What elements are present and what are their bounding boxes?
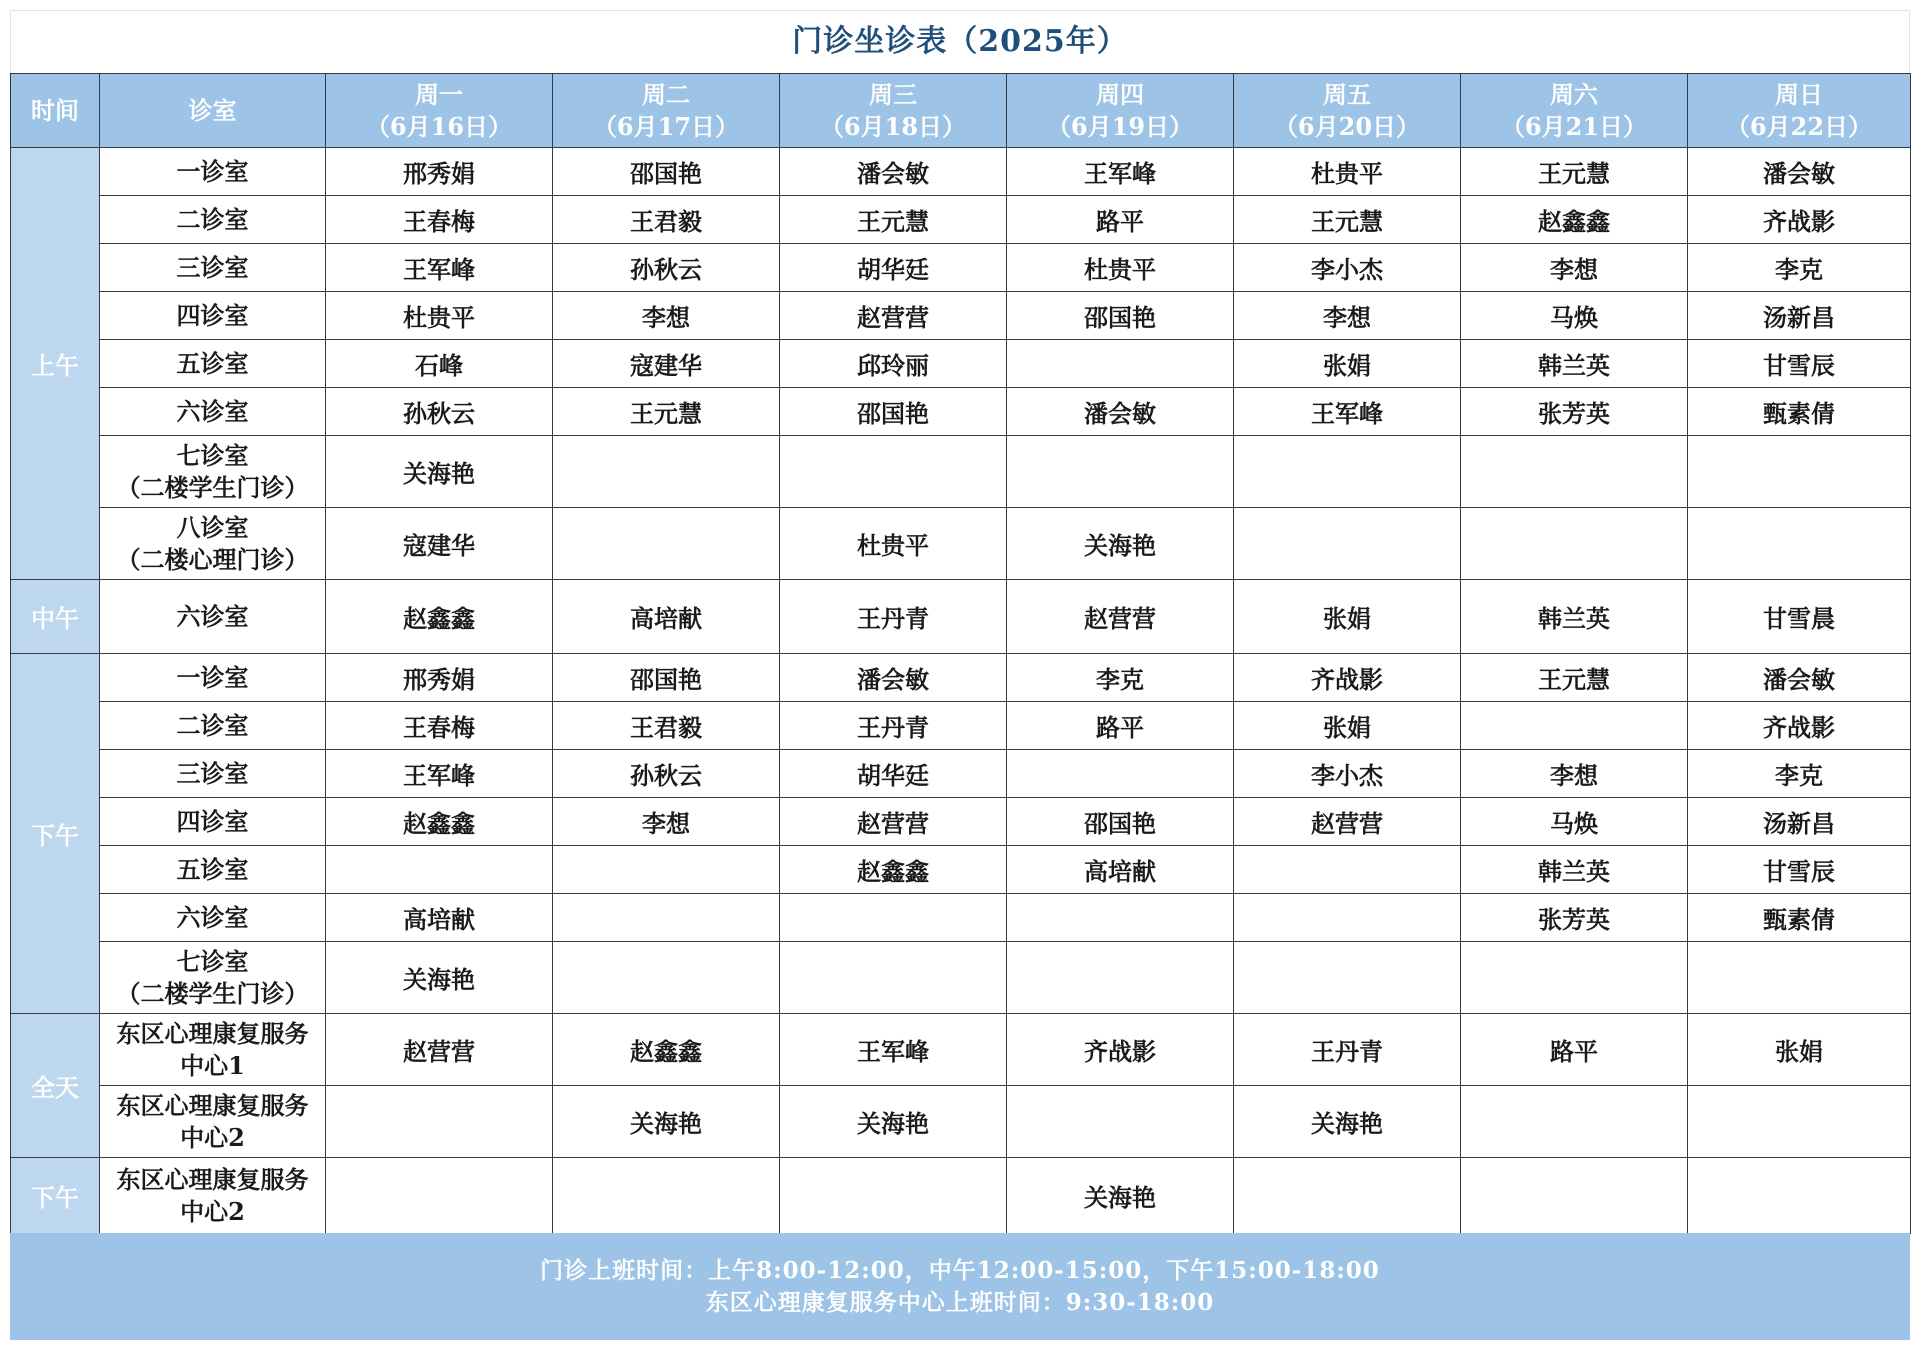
doctor-cell: 甘雪辰 [1688, 340, 1911, 388]
doctor-cell [553, 436, 780, 508]
room-name: 六诊室 [176, 902, 249, 932]
doctor-cell: 关海艳 [1234, 1086, 1461, 1158]
doctor-cell: 李想 [1461, 750, 1688, 798]
doctor-cell: 邢秀娟 [326, 148, 553, 196]
doctor-cell: 邵国艳 [780, 388, 1007, 436]
doctor-cell: 齐战影 [1234, 654, 1461, 702]
doctor-cell [1007, 894, 1234, 942]
doctor-cell: 王君毅 [553, 702, 780, 750]
room-name: 一诊室 [176, 156, 249, 186]
doctor-cell: 张娟 [1234, 702, 1461, 750]
day-date: （6月21日） [1500, 111, 1648, 141]
room-cell [100, 340, 326, 388]
table-row [11, 148, 1911, 196]
room-cell [100, 148, 326, 196]
doctor-cell [1461, 1158, 1688, 1234]
doctor-cell: 王春梅 [326, 702, 553, 750]
day-name: 周六 [1550, 79, 1598, 109]
day-date: （6月22日） [1725, 111, 1873, 141]
doctor-cell: 赵鑫鑫 [553, 1014, 780, 1086]
room-name: 七诊室 [176, 946, 249, 976]
doctor-cell: 高培献 [1007, 846, 1234, 894]
doctor-cell: 邵国艳 [553, 654, 780, 702]
doctor-cell: 赵鑫鑫 [326, 580, 553, 654]
doctor-cell: 马焕 [1461, 798, 1688, 846]
doctor-cell: 邵国艳 [553, 148, 780, 196]
doctor-cell: 赵营营 [780, 798, 1007, 846]
room-cell [100, 436, 326, 508]
doctor-cell: 王丹青 [1234, 1014, 1461, 1086]
doctor-cell: 赵营营 [1007, 580, 1234, 654]
doctor-cell: 杜贵平 [780, 508, 1007, 580]
doctor-cell [553, 942, 780, 1014]
room-note: （二楼学生门诊） [116, 472, 309, 502]
room-name: 八诊室 [176, 512, 249, 542]
doctor-cell [1461, 436, 1688, 508]
doctor-cell: 赵鑫鑫 [780, 846, 1007, 894]
doctor-cell: 齐战影 [1007, 1014, 1234, 1086]
doctor-cell [780, 894, 1007, 942]
doctor-cell: 关海艳 [780, 1086, 1007, 1158]
table-row [11, 702, 1911, 750]
room-name: 东区心理康复服务 [116, 1090, 309, 1120]
doctor-cell: 王军峰 [780, 1014, 1007, 1086]
room-name: 三诊室 [176, 252, 249, 282]
doctor-cell: 齐战影 [1688, 702, 1911, 750]
doctor-cell: 张娟 [1234, 580, 1461, 654]
doctor-cell: 杜贵平 [326, 292, 553, 340]
doctor-cell: 王丹青 [780, 702, 1007, 750]
doctor-cell: 邵国艳 [1007, 292, 1234, 340]
period-label: 中午 [11, 580, 100, 654]
doctor-cell: 孙秋云 [553, 244, 780, 292]
room-name: 七诊室 [176, 440, 249, 470]
doctor-cell: 韩兰英 [1461, 846, 1688, 894]
table-row [11, 508, 1911, 580]
doctor-cell: 李小杰 [1234, 244, 1461, 292]
room-note: （二楼心理门诊） [116, 544, 309, 574]
doctor-cell: 杜贵平 [1007, 244, 1234, 292]
doctor-cell [780, 436, 1007, 508]
doctor-cell [1688, 1086, 1911, 1158]
doctor-cell [1688, 436, 1911, 508]
day-date: （6月16日） [365, 111, 513, 141]
room-cell [100, 244, 326, 292]
footer-clinic-hours: 门诊上班时间：上午8:00-12:00，中午12:00-15:00，下午15:00-18:00 [540, 1256, 1380, 1284]
room-name: 四诊室 [176, 806, 249, 836]
doctor-cell: 关海艳 [1007, 508, 1234, 580]
doctor-cell [1234, 942, 1461, 1014]
header-row [11, 74, 1911, 148]
doctor-cell [780, 942, 1007, 1014]
doctor-cell: 赵鑫鑫 [326, 798, 553, 846]
doctor-cell: 王军峰 [1007, 148, 1234, 196]
header-day-mon [326, 74, 553, 148]
period-label: 上午 [11, 148, 100, 580]
doctor-cell: 李想 [553, 798, 780, 846]
doctor-cell [326, 846, 553, 894]
room-cell [100, 798, 326, 846]
doctor-cell [1461, 508, 1688, 580]
table-row [11, 388, 1911, 436]
room-cell [100, 750, 326, 798]
doctor-cell: 甄素倩 [1688, 388, 1911, 436]
period-label: 全天 [11, 1014, 100, 1158]
doctor-cell: 孙秋云 [326, 388, 553, 436]
room-cell [100, 1086, 326, 1158]
doctor-cell: 赵鑫鑫 [1461, 196, 1688, 244]
doctor-cell [1688, 942, 1911, 1014]
doctor-cell: 李克 [1688, 750, 1911, 798]
day-date: （6月17日） [592, 111, 740, 141]
day-date: （6月20日） [1273, 111, 1421, 141]
schedule-sheet [10, 10, 1910, 1340]
doctor-cell [780, 1158, 1007, 1234]
page-title: 门诊坐诊表（2025年） [10, 10, 1910, 73]
day-name: 周二 [642, 79, 690, 109]
doctor-cell: 王元慧 [1234, 196, 1461, 244]
header-day-wed [780, 74, 1007, 148]
doctor-cell: 杜贵平 [1234, 148, 1461, 196]
doctor-cell: 潘会敏 [1688, 654, 1911, 702]
doctor-cell: 张芳英 [1461, 894, 1688, 942]
doctor-cell: 赵营营 [1234, 798, 1461, 846]
doctor-cell: 汤新昌 [1688, 798, 1911, 846]
doctor-cell: 高培献 [553, 580, 780, 654]
doctor-cell: 李想 [1461, 244, 1688, 292]
doctor-cell [1234, 436, 1461, 508]
doctor-cell [1007, 750, 1234, 798]
day-name: 周三 [869, 79, 917, 109]
doctor-cell: 王军峰 [326, 244, 553, 292]
doctor-cell: 关海艳 [553, 1086, 780, 1158]
doctor-cell: 王君毅 [553, 196, 780, 244]
doctor-cell [326, 1158, 553, 1234]
doctor-cell: 石峰 [326, 340, 553, 388]
doctor-cell: 李想 [1234, 292, 1461, 340]
doctor-cell: 孙秋云 [553, 750, 780, 798]
doctor-cell: 潘会敏 [1007, 388, 1234, 436]
doctor-cell: 齐战影 [1688, 196, 1911, 244]
doctor-cell: 张芳英 [1461, 388, 1688, 436]
doctor-cell: 马焕 [1461, 292, 1688, 340]
doctor-cell: 韩兰英 [1461, 580, 1688, 654]
doctor-cell [1234, 1158, 1461, 1234]
room-cell [100, 580, 326, 654]
doctor-cell: 李克 [1688, 244, 1911, 292]
room-name: 二诊室 [176, 710, 249, 740]
doctor-cell: 路平 [1007, 702, 1234, 750]
day-name: 周四 [1096, 79, 1144, 109]
table-row [11, 1014, 1911, 1086]
doctor-cell [553, 846, 780, 894]
doctor-cell [1461, 942, 1688, 1014]
table-row [11, 1158, 1911, 1234]
table-row [11, 846, 1911, 894]
room-cell [100, 1014, 326, 1086]
doctor-cell: 李想 [553, 292, 780, 340]
room-note: 中心1 [180, 1050, 245, 1080]
room-cell [100, 292, 326, 340]
doctor-cell [553, 508, 780, 580]
table-row [11, 292, 1911, 340]
header-day-sat [1461, 74, 1688, 148]
room-cell [100, 388, 326, 436]
doctor-cell [1007, 1086, 1234, 1158]
doctor-cell: 潘会敏 [780, 654, 1007, 702]
doctor-cell: 赵营营 [326, 1014, 553, 1086]
doctor-cell: 王元慧 [1461, 654, 1688, 702]
doctor-cell: 张娟 [1688, 1014, 1911, 1086]
doctor-cell [1461, 1086, 1688, 1158]
room-name: 四诊室 [176, 300, 249, 330]
doctor-cell: 王春梅 [326, 196, 553, 244]
day-date: （6月18日） [819, 111, 967, 141]
period-label: 下午 [11, 654, 100, 1014]
footer-center-hours: 东区心理康复服务中心上班时间：9:30-18:00 [705, 1288, 1215, 1316]
doctor-cell [1007, 340, 1234, 388]
room-cell [100, 942, 326, 1014]
doctor-cell [553, 894, 780, 942]
doctor-cell [1688, 508, 1911, 580]
doctor-cell: 路平 [1461, 1014, 1688, 1086]
room-name: 二诊室 [176, 204, 249, 234]
footer-hours [10, 1233, 1910, 1340]
period-label: 下午 [11, 1158, 100, 1234]
day-name: 周一 [415, 79, 463, 109]
room-note: 中心2 [180, 1196, 245, 1226]
doctor-cell: 胡华廷 [780, 750, 1007, 798]
doctor-cell: 寇建华 [326, 508, 553, 580]
header-room: 诊室 [100, 74, 326, 148]
doctor-cell: 王元慧 [780, 196, 1007, 244]
table-row [11, 798, 1911, 846]
doctor-cell: 邵国艳 [1007, 798, 1234, 846]
room-name: 五诊室 [176, 348, 249, 378]
table-row [11, 340, 1911, 388]
doctor-cell: 韩兰英 [1461, 340, 1688, 388]
doctor-cell: 寇建华 [553, 340, 780, 388]
room-note: 中心2 [180, 1122, 245, 1152]
doctor-cell: 潘会敏 [1688, 148, 1911, 196]
doctor-cell: 甘雪辰 [1688, 846, 1911, 894]
table-row [11, 1086, 1911, 1158]
doctor-cell: 王元慧 [1461, 148, 1688, 196]
doctor-cell [1461, 702, 1688, 750]
doctor-cell: 关海艳 [326, 436, 553, 508]
doctor-cell [1688, 1158, 1911, 1234]
day-name: 周五 [1323, 79, 1371, 109]
table-row [11, 244, 1911, 292]
room-name: 东区心理康复服务 [116, 1164, 309, 1194]
doctor-cell [1234, 846, 1461, 894]
doctor-cell [1234, 894, 1461, 942]
table-row [11, 654, 1911, 702]
day-date: （6月19日） [1046, 111, 1194, 141]
doctor-cell: 张娟 [1234, 340, 1461, 388]
doctor-cell: 王丹青 [780, 580, 1007, 654]
table-row [11, 580, 1911, 654]
room-cell [100, 196, 326, 244]
room-note: （二楼学生门诊） [116, 978, 309, 1008]
room-cell [100, 508, 326, 580]
header-day-thu [1007, 74, 1234, 148]
doctor-cell [1007, 942, 1234, 1014]
doctor-cell: 胡华廷 [780, 244, 1007, 292]
doctor-cell: 赵营营 [780, 292, 1007, 340]
table-row [11, 436, 1911, 508]
doctor-cell: 潘会敏 [780, 148, 1007, 196]
doctor-cell: 邢秀娟 [326, 654, 553, 702]
doctor-cell [326, 1086, 553, 1158]
room-cell [100, 654, 326, 702]
doctor-cell: 李克 [1007, 654, 1234, 702]
room-name: 东区心理康复服务 [116, 1018, 309, 1048]
doctor-cell [1234, 508, 1461, 580]
table-row [11, 942, 1911, 1014]
doctor-cell: 关海艳 [326, 942, 553, 1014]
header-day-fri [1234, 74, 1461, 148]
doctor-cell: 高培献 [326, 894, 553, 942]
doctor-cell: 汤新昌 [1688, 292, 1911, 340]
header-time: 时间 [11, 74, 100, 148]
room-name: 五诊室 [176, 854, 249, 884]
room-cell [100, 702, 326, 750]
doctor-cell: 王军峰 [326, 750, 553, 798]
room-cell [100, 846, 326, 894]
header-day-tue [553, 74, 780, 148]
doctor-cell: 关海艳 [1007, 1158, 1234, 1234]
doctor-cell [1007, 436, 1234, 508]
doctor-cell: 王元慧 [553, 388, 780, 436]
doctor-cell: 李小杰 [1234, 750, 1461, 798]
doctor-cell: 邱玲丽 [780, 340, 1007, 388]
table-row [11, 750, 1911, 798]
day-name: 周日 [1775, 79, 1823, 109]
doctor-cell: 甄素倩 [1688, 894, 1911, 942]
room-name: 六诊室 [176, 601, 249, 631]
schedule-body [11, 148, 1911, 1234]
room-name: 六诊室 [176, 396, 249, 426]
table-row [11, 894, 1911, 942]
table-row [11, 196, 1911, 244]
doctor-cell [553, 1158, 780, 1234]
doctor-cell: 甘雪晨 [1688, 580, 1911, 654]
room-name: 三诊室 [176, 758, 249, 788]
room-name: 一诊室 [176, 662, 249, 692]
room-cell [100, 1158, 326, 1234]
header-day-sun [1688, 74, 1911, 148]
schedule-table [10, 73, 1911, 1234]
room-cell [100, 894, 326, 942]
doctor-cell: 王军峰 [1234, 388, 1461, 436]
doctor-cell: 路平 [1007, 196, 1234, 244]
